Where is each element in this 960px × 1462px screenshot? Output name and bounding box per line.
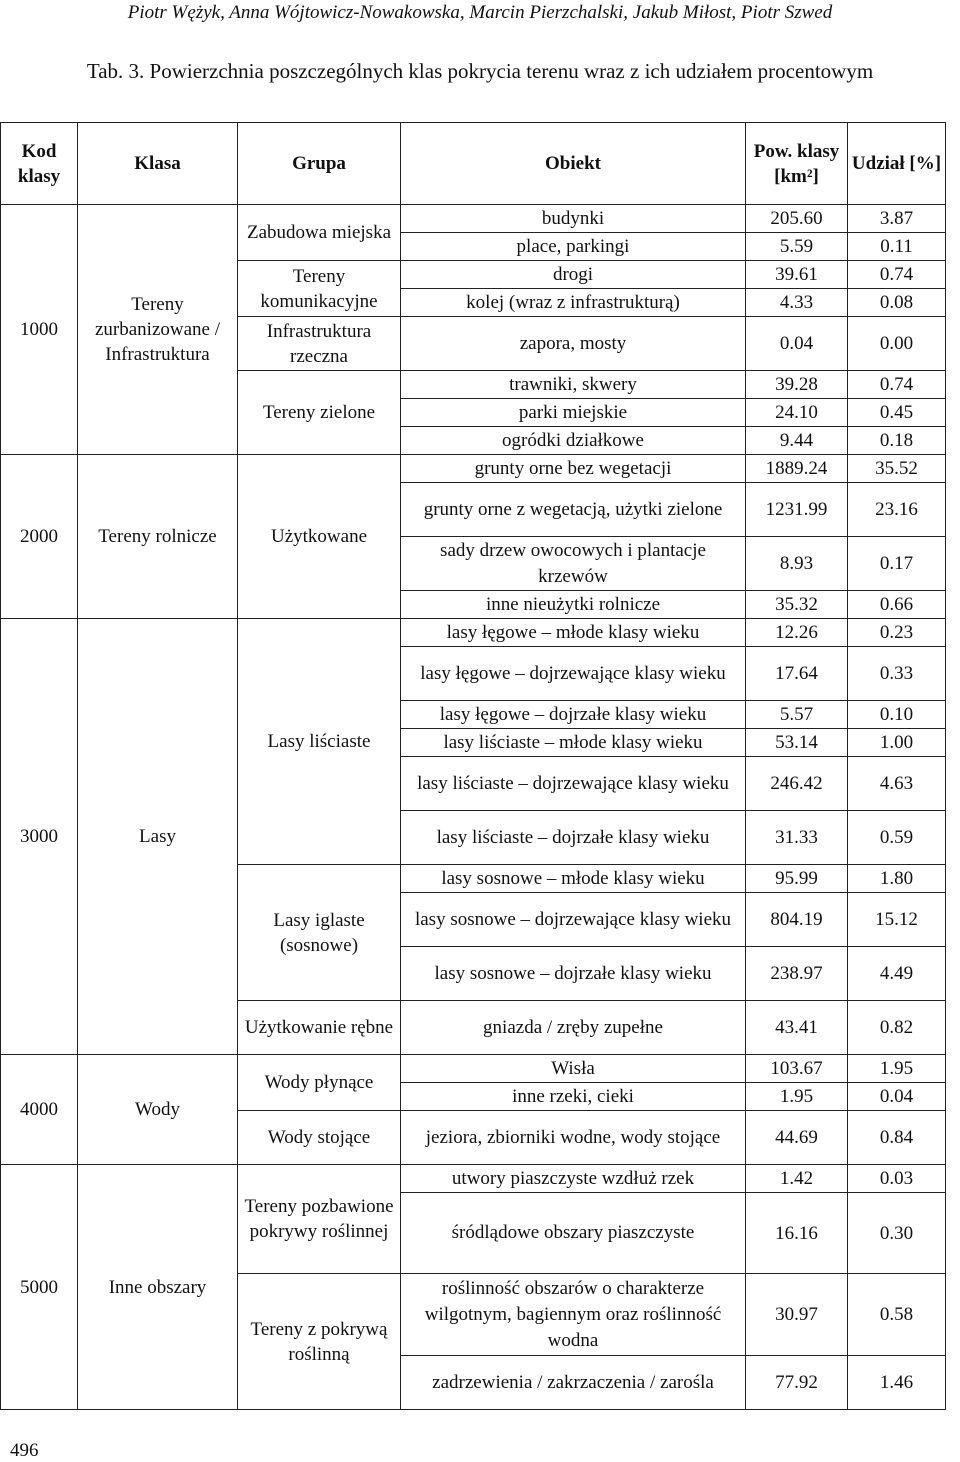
area-cell: 205.60 <box>746 205 848 233</box>
area-cell: 1.42 <box>746 1165 848 1193</box>
class-name: Wody <box>78 1055 238 1165</box>
share-cell: 1.95 <box>848 1055 946 1083</box>
class-code: 5000 <box>1 1165 78 1410</box>
object-cell: lasy sosnowe – dojrzałe klasy wieku <box>401 947 746 1001</box>
object-cell: inne rzeki, cieki <box>401 1083 746 1111</box>
object-cell: kolej (wraz z infrastrukturą) <box>401 289 746 317</box>
object-cell: lasy łęgowe – dojrzewające klasy wieku <box>401 647 746 701</box>
area-cell: 8.93 <box>746 537 848 591</box>
object-cell: śródlądowe obszary piaszczyste <box>401 1193 746 1274</box>
share-cell: 0.30 <box>848 1193 946 1274</box>
area-cell: 16.16 <box>746 1193 848 1274</box>
group-name: Zabudowa miejska <box>238 205 401 261</box>
share-cell: 0.08 <box>848 289 946 317</box>
class-code: 3000 <box>1 619 78 1055</box>
class-code: 4000 <box>1 1055 78 1165</box>
object-cell: sady drzew owocowych i plantacje krzewów <box>401 537 746 591</box>
table-row <box>1 1165 946 1193</box>
object-cell: Wisła <box>401 1055 746 1083</box>
col-header-pow: Pow. klasy [km²] <box>746 123 848 205</box>
share-cell: 4.63 <box>848 757 946 811</box>
group-name: Lasy liściaste <box>238 619 401 865</box>
share-cell: 0.58 <box>848 1274 946 1356</box>
object-cell: trawniki, skwery <box>401 371 746 399</box>
group-name: Lasy iglaste (sosnowe) <box>238 865 401 1001</box>
share-cell: 1.00 <box>848 729 946 757</box>
table-header-row <box>1 123 946 205</box>
object-cell: lasy sosnowe – młode klasy wieku <box>401 865 746 893</box>
object-cell: lasy łęgowe – młode klasy wieku <box>401 619 746 647</box>
object-cell: drogi <box>401 261 746 289</box>
object-cell: utwory piaszczyste wzdłuż rzek <box>401 1165 746 1193</box>
table-row <box>1 619 946 647</box>
object-cell: zadrzewienia / zakrzaczenia / zarośla <box>401 1356 746 1410</box>
object-cell: inne nieużytki rolnicze <box>401 591 746 619</box>
group-name: Tereny z pokrywą roślinną <box>238 1274 401 1410</box>
group-name: Wody stojące <box>238 1111 401 1165</box>
group-name: Wody płynące <box>238 1055 401 1111</box>
area-cell: 53.14 <box>746 729 848 757</box>
share-cell: 3.87 <box>848 205 946 233</box>
class-name: Tereny rolnicze <box>78 455 238 619</box>
class-name: Lasy <box>78 619 238 1055</box>
share-cell: 0.74 <box>848 371 946 399</box>
col-header-klasa: Klasa <box>78 123 238 205</box>
table-row <box>1 205 946 233</box>
share-cell: 0.82 <box>848 1001 946 1055</box>
object-cell: lasy liściaste – dojrzałe klasy wieku <box>401 811 746 865</box>
object-cell: lasy liściaste – dojrzewające klasy wieku <box>401 757 746 811</box>
area-cell: 39.61 <box>746 261 848 289</box>
object-cell: ogródki działkowe <box>401 427 746 455</box>
table-row <box>1 455 946 483</box>
share-cell: 0.45 <box>848 399 946 427</box>
area-cell: 95.99 <box>746 865 848 893</box>
area-cell: 103.67 <box>746 1055 848 1083</box>
share-cell: 0.33 <box>848 647 946 701</box>
share-cell: 0.23 <box>848 619 946 647</box>
area-cell: 17.64 <box>746 647 848 701</box>
object-cell: lasy łęgowe – dojrzałe klasy wieku <box>401 701 746 729</box>
class-code: 2000 <box>1 455 78 619</box>
area-cell: 5.59 <box>746 233 848 261</box>
group-name: Użytkowane <box>238 455 401 619</box>
share-cell: 0.84 <box>848 1111 946 1165</box>
object-cell: zapora, mosty <box>401 317 746 371</box>
area-cell: 31.33 <box>746 811 848 865</box>
area-cell: 1231.99 <box>746 483 848 537</box>
share-cell: 1.80 <box>848 865 946 893</box>
share-cell: 0.04 <box>848 1083 946 1111</box>
share-cell: 0.59 <box>848 811 946 865</box>
col-header-obiekt: Obiekt <box>401 123 746 205</box>
col-header-kod: Kod klasy <box>1 123 78 205</box>
object-cell: grunty orne bez wegetacji <box>401 455 746 483</box>
area-cell: 9.44 <box>746 427 848 455</box>
area-cell: 39.28 <box>746 371 848 399</box>
object-cell: parki miejskie <box>401 399 746 427</box>
share-cell: 4.49 <box>848 947 946 1001</box>
group-name: Tereny komunikacyjne <box>238 261 401 317</box>
object-cell: jeziora, zbiorniki wodne, wody stojące <box>401 1111 746 1165</box>
area-cell: 30.97 <box>746 1274 848 1356</box>
object-cell: lasy sosnowe – dojrzewające klasy wieku <box>401 893 746 947</box>
object-cell: place, parkingi <box>401 233 746 261</box>
area-cell: 43.41 <box>746 1001 848 1055</box>
area-cell: 1.95 <box>746 1083 848 1111</box>
col-header-grupa: Grupa <box>238 123 401 205</box>
group-name: Infrastruktura rzeczna <box>238 317 401 371</box>
share-cell: 35.52 <box>848 455 946 483</box>
class-code: 1000 <box>1 205 78 455</box>
object-cell: gniazda / zręby zupełne <box>401 1001 746 1055</box>
col-header-udzial: Udział [%] <box>848 123 946 205</box>
area-cell: 35.32 <box>746 591 848 619</box>
class-name: Inne obszary <box>78 1165 238 1410</box>
share-cell: 0.17 <box>848 537 946 591</box>
object-cell: lasy liściaste – młode klasy wieku <box>401 729 746 757</box>
table-caption: Tab. 3. Powierzchnia poszczególnych klas pokrycia terenu wraz z ich udziałem procentowym <box>86 59 874 83</box>
group-name: Tereny pozbawione pokrywy roślinnej <box>238 1165 401 1274</box>
area-cell: 1889.24 <box>746 455 848 483</box>
area-cell: 804.19 <box>746 893 848 947</box>
area-cell: 12.26 <box>746 619 848 647</box>
share-cell: 0.18 <box>848 427 946 455</box>
running-header: Piotr Wężyk, Anna Wójtowicz-Nowakowska, Marcin Pierzchalski, Jakub Miłost, Piotr Szwed <box>127 2 833 23</box>
share-cell: 0.11 <box>848 233 946 261</box>
group-name: Tereny zielone <box>238 371 401 455</box>
area-cell: 44.69 <box>746 1111 848 1165</box>
share-cell: 0.03 <box>848 1165 946 1193</box>
group-name: Użytkowanie rębne <box>238 1001 401 1055</box>
class-name: Tereny zurbanizowane / Infrastruktura <box>78 205 238 455</box>
share-cell: 23.16 <box>848 483 946 537</box>
share-cell: 0.00 <box>848 317 946 371</box>
area-cell: 238.97 <box>746 947 848 1001</box>
table-row <box>1 1055 946 1083</box>
share-cell: 15.12 <box>848 893 946 947</box>
land-cover-table <box>0 122 946 1410</box>
area-cell: 5.57 <box>746 701 848 729</box>
share-cell: 0.74 <box>848 261 946 289</box>
object-cell: budynki <box>401 205 746 233</box>
object-cell: roślinność obszarów o charakterze wilgotnym, bagiennym oraz roślinność wodna <box>401 1274 746 1356</box>
area-cell: 4.33 <box>746 289 848 317</box>
area-cell: 246.42 <box>746 757 848 811</box>
area-cell: 24.10 <box>746 399 848 427</box>
area-cell: 77.92 <box>746 1356 848 1410</box>
share-cell: 0.66 <box>848 591 946 619</box>
page-number: 496 <box>10 1440 39 1461</box>
object-cell: grunty orne z wegetacją, użytki zielone <box>401 483 746 537</box>
share-cell: 0.10 <box>848 701 946 729</box>
share-cell: 1.46 <box>848 1356 946 1410</box>
area-cell: 0.04 <box>746 317 848 371</box>
